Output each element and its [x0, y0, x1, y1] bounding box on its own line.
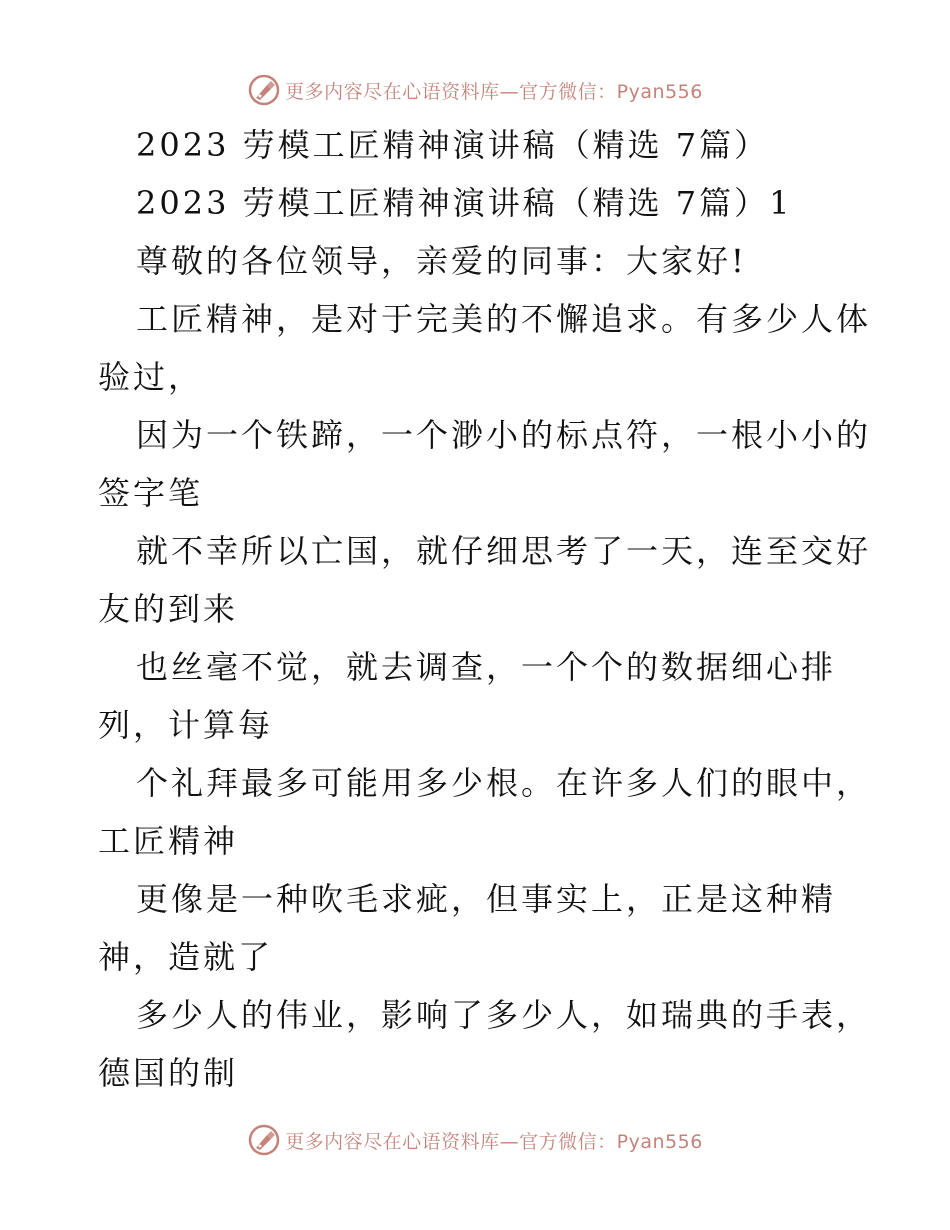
- header-watermark: [0, 70, 950, 110]
- paragraph-line: 德国的制: [98, 1054, 239, 1092]
- paragraph-line: 验过，: [98, 358, 204, 396]
- section-heading: 2023 劳模工匠精神演讲稿（精选 7篇）1: [136, 184, 793, 222]
- paragraph-line: 工匠精神: [98, 822, 239, 860]
- salutation: 尊敬的各位领导，亲爱的同事：大家好!: [136, 242, 747, 280]
- paragraph-line: 列，计算每: [98, 706, 274, 744]
- pen-nib-circle-icon: [247, 73, 281, 107]
- paragraph-line: 签字笔: [98, 474, 204, 512]
- document-title: 2023 劳模工匠精神演讲稿（精选 7篇）: [136, 126, 770, 164]
- paragraph-line: 工匠精神，是对于完美的不懈追求。有多少人体: [136, 300, 872, 338]
- paragraph-line: 也丝毫不觉，就去调查，一个个的数据细心排: [136, 648, 837, 686]
- paragraph-line: 个礼拜最多可能用多少根。在许多人们的眼中，: [136, 764, 872, 802]
- watermark-text: 更多内容尽在心语资料库—官方微信：Pyan556: [285, 1130, 703, 1153]
- paragraph-line: 神，造就了: [98, 938, 274, 976]
- footer-watermark: [0, 1120, 950, 1160]
- document-body: [98, 116, 872, 1102]
- watermark-text: 更多内容尽在心语资料库—官方微信：Pyan556: [285, 80, 703, 103]
- paragraph-line: 多少人的伟业，影响了多少人，如瑞典的手表，: [136, 996, 872, 1034]
- paragraph-line: 友的到来: [98, 590, 239, 628]
- paragraph-line: 更像是一种吹毛求疵，但事实上，正是这种精: [136, 880, 837, 918]
- pen-nib-circle-icon: [247, 1123, 281, 1157]
- paragraph-line: 因为一个铁蹄，一个渺小的标点符，一根小小的: [136, 416, 872, 454]
- paragraph-line: 就不幸所以亡国，就仔细思考了一天，连至交好: [136, 532, 872, 570]
